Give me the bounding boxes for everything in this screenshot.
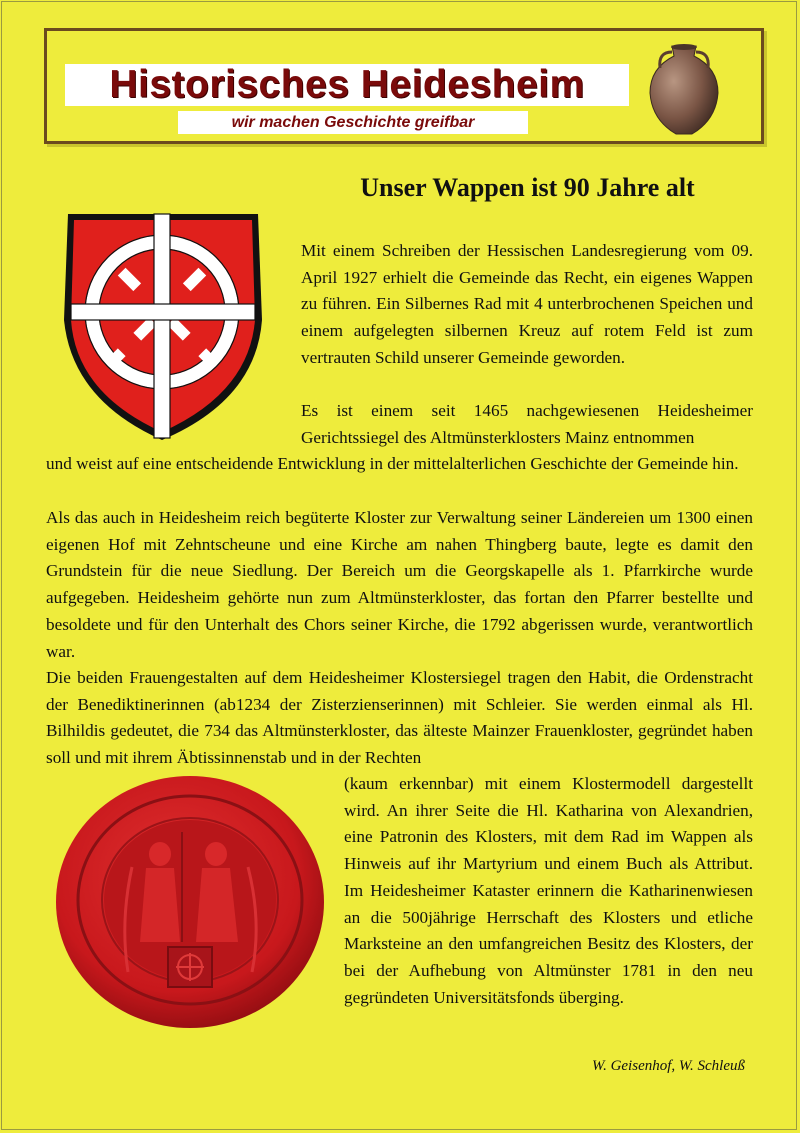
paragraph-3: Als das auch in Heidesheim reich begüterte Kloster zur Verwaltung seiner Ländereien um 1300 einen eigenen Hof mit Zehntscheune und eine Kirche am nahen Thingberg baute, legte es damit den Grundstein für die neue Siedlung. Der Bereich um die Georgskapelle als 1. Pfarrkirche wurde aufgegeben. Heidesheim gehörte nun zum Altmünsterkloster, das fortan den Pfarrer bestellte und besoldete und für den Unterhalt des Chors seiner Kirche, die 1792 abgerissen wurde, verantwortlich war. — [46, 508, 753, 661]
coat-of-arms-icon — [58, 200, 268, 445]
paragraph-1: Mit einem Schreiben der Hessischen Landesregierung vom 09. April 1927 erhielt die Gemeinde das Recht, ein eigenes Wappen zu führen. Ein Silbernes Rad mit 4 unterbrochenen Speichen und einem aufgelegten silbernen Kreuz auf rotem Feld ist zum vertrauten Schild unserer Gemeinde geworden. — [301, 241, 753, 367]
header-tagline: wir machen Geschichte greifbar — [178, 111, 528, 134]
author-credit: W. Geisenhof, W. Schleuß — [591, 1058, 745, 1074]
paragraph-2: Es ist einem seit 1465 nachgewiesenen Heidesheimer Gerichtssiegel des Altmünsterklosters Mainz entnommen — [301, 401, 753, 447]
paragraph-5: (kaum erkennbar) mit einem Klostermodell dargestellt wird. An ihrer Seite die Hl. Katharina von Alexandrien, eine Patronin des Klosters, mit dem Rad im Wappen als Hinweis auf ihr Martyrium und einem Buch als Attribut. Im Heidesheimer Kataster erinnern die Katharinenwiesen an die 500jährige Herrschaft des Klosters und etliche Marksteine an den umfangreichen Besitz des Klosters, der bei der Aufhebung von Altmünster 1781 in den neu gegründeten Universitätsfonds überging. — [344, 774, 753, 1007]
paragraph-2-continued: und weist auf eine entscheidende Entwicklung in der mittelalterlichen Geschichte der Gemeinde hin. — [46, 454, 739, 473]
amphora-icon — [644, 38, 724, 138]
article-title: Unser Wappen ist 90 Jahre alt — [360, 173, 695, 202]
paragraph-4: Die beiden Frauengestalten auf dem Heidesheimer Klostersiegel tragen den Habit, die Ordenstracht der Benediktinerinnen (ab1234 der Zisterzienserinnen) mit Schleier. Sie werden einmal als Hl. Bilhildis gedeutet, die 734 das Altmünsterkloster, das älteste Mainzer Frauenkloster, gegründet haben soll und mit ihrem Äbtissinnenstab und in der Rechten — [46, 668, 753, 768]
header-logo-text[interactable]: Historisches Heidesheim — [65, 64, 629, 106]
wax-seal-icon — [50, 772, 330, 1032]
